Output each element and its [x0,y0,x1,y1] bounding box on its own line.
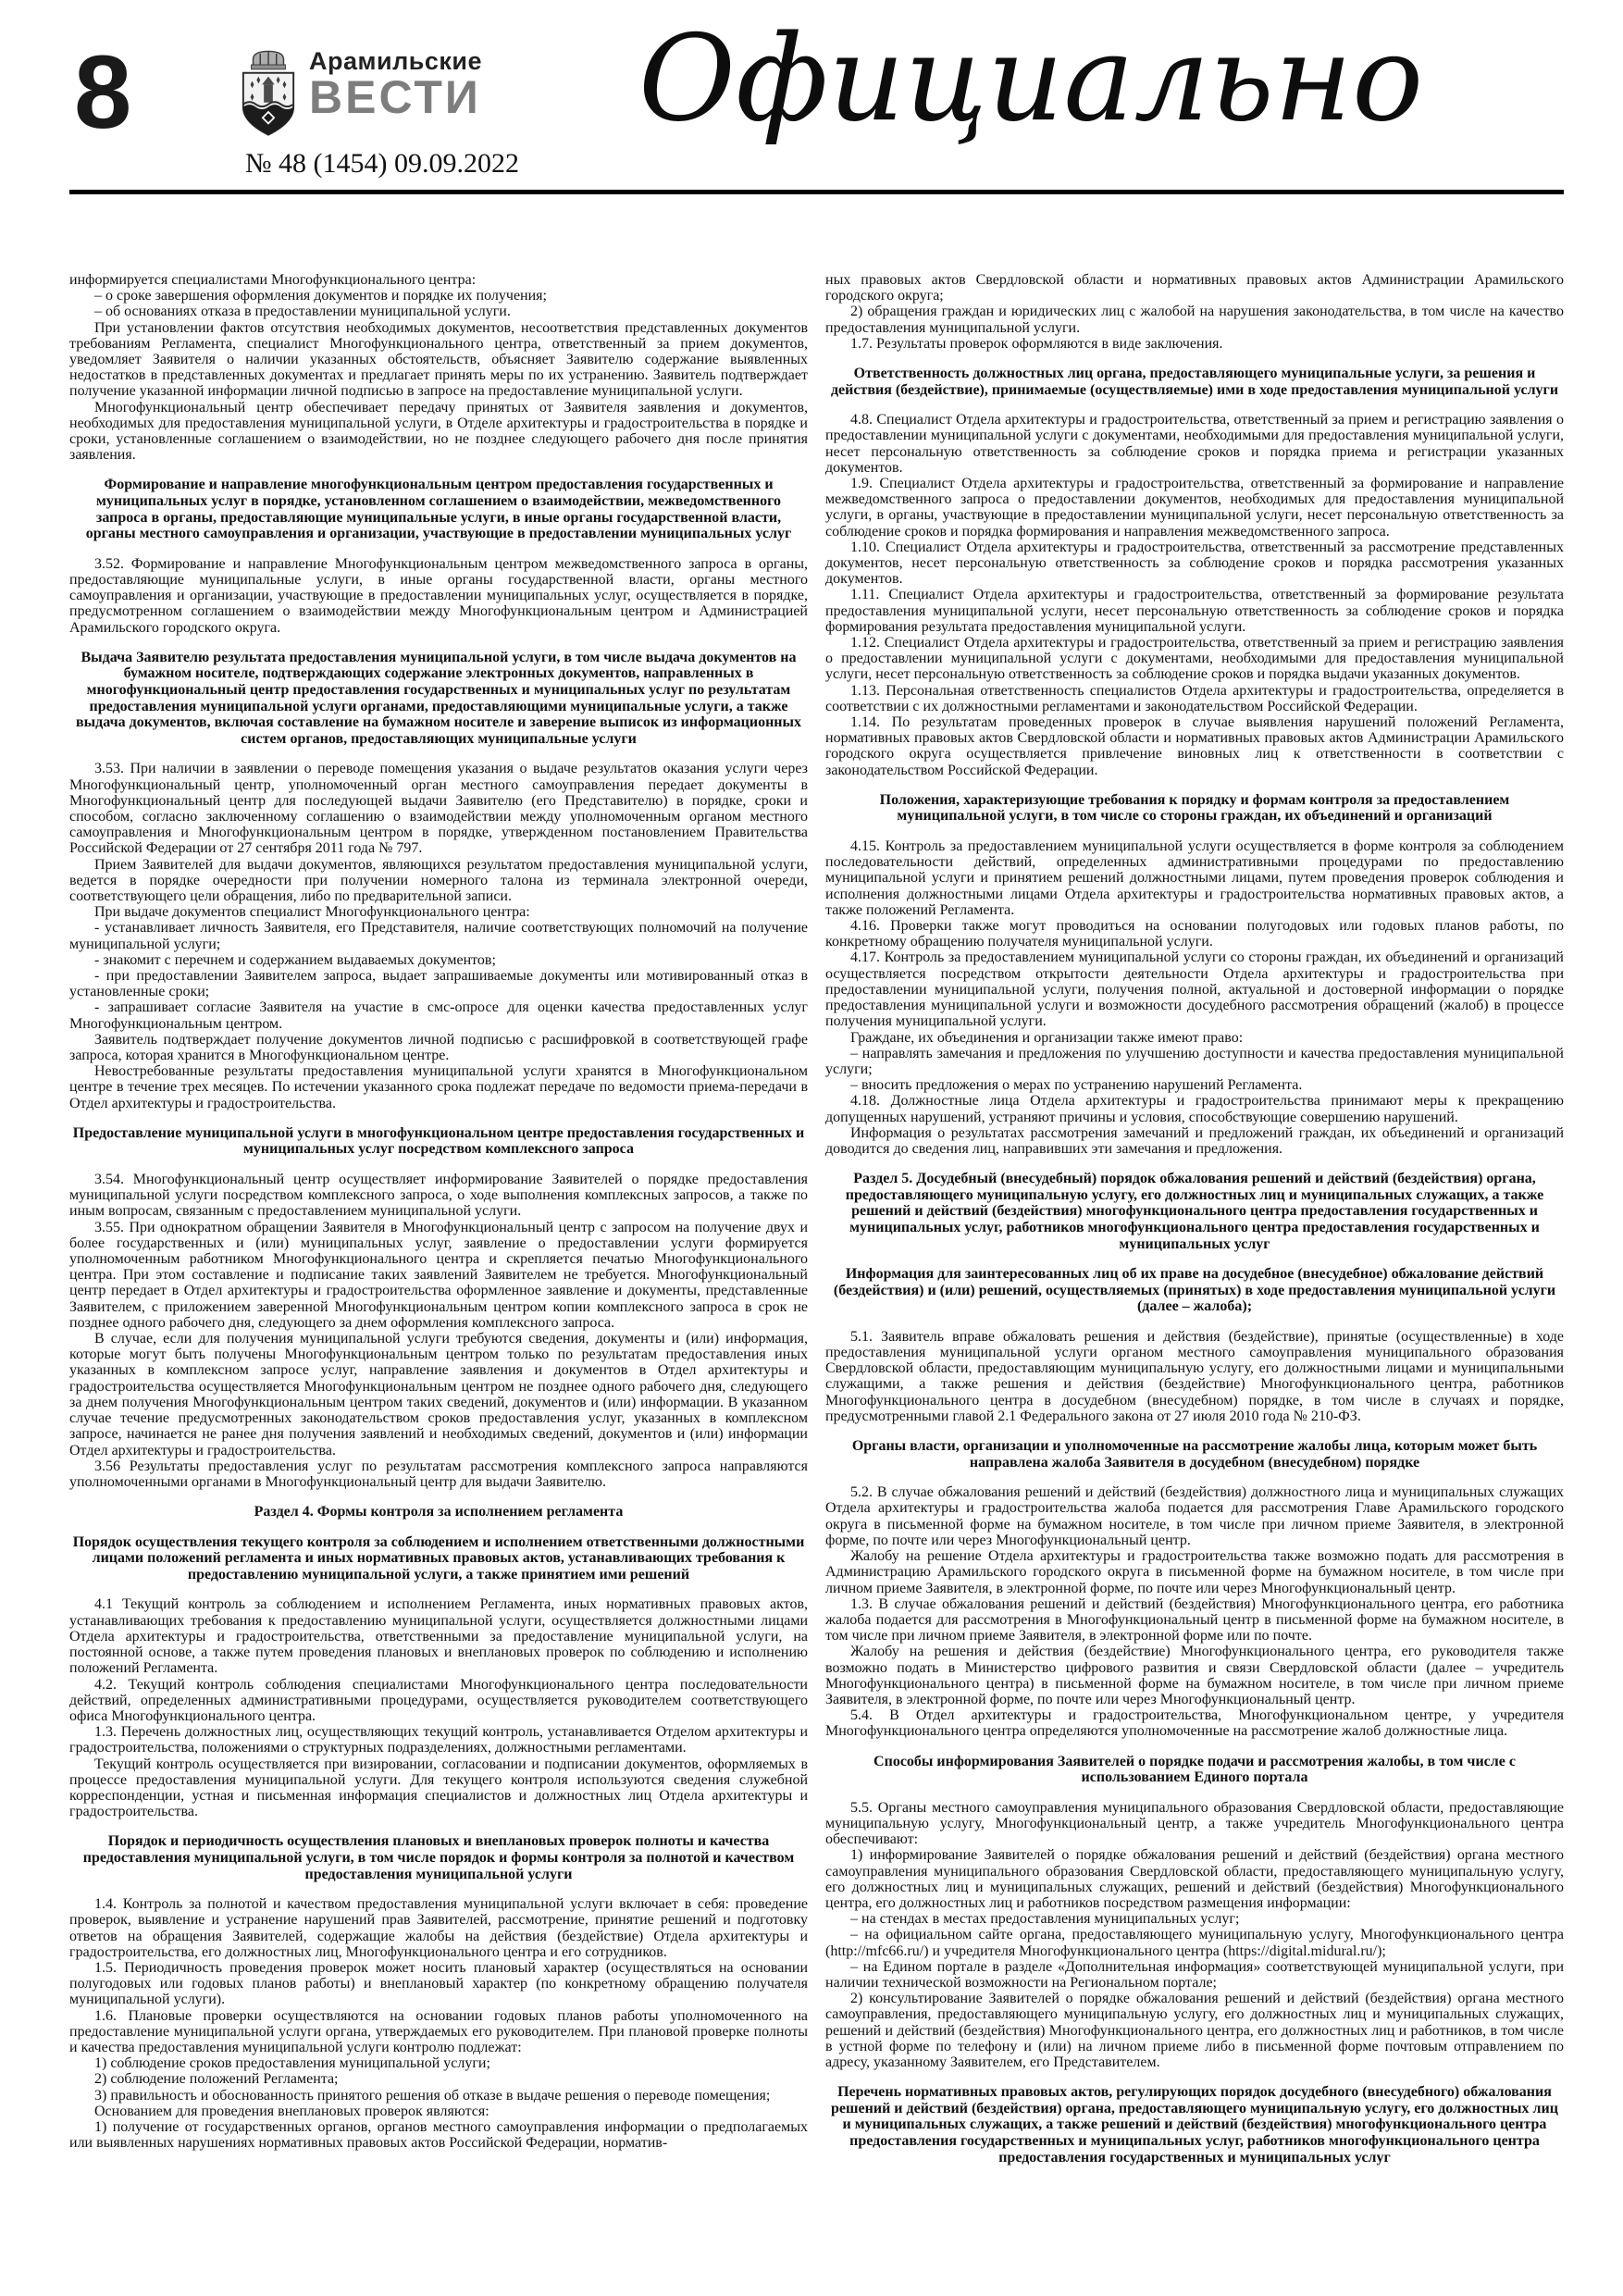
body-paragraph: 1.9. Специалист Отдела архитектуры и градостроительства, ответственный за формирование и направление межведомственного запроса о предоставлении документов, необходимых для предоставления муниципальной услуги, в органы, участвующие в предоставлении муниципальной услуги, несет персональную ответственность за соблюдение сроков и порядка формирования и направления межведомственного запроса. [825,476,1564,540]
body-paragraph: 1.3. В случае обжалования решений и действий (бездействия) Многофункционального центра, его работника жалоба подается для рассмотрения в Многофункциональный центр в письменной форме на бумажном носителе, в том числе при личном приеме Заявителя, в электронной форме или по почте. [825,1595,1564,1644]
newspaper-logo [239,48,526,180]
section-heading: Выдача Заявителю результата предоставления муниципальной услуги, в том числе выдача документов на бумажном носителе, подтверждающих содержание электронных документов, направленных в многофункциональный центр предоставления государственных и муниципальных услуг по результатам предоставления муниципальной услуги органами, предоставляющими муниципальные услуги, а также выдача документов, включая составление на бумажном носителе и заверение выписок из информационных систем органов, предоставляющих муниципальные услуги [76,649,801,747]
section-heading: Порядок и периодичность осуществления плановых и внеплановых проверок полноты и качества предоставления муниципальной услуги, в том числе порядок и формы контроля за полнотой и качеством предоставления муниципальной услуги [82,1833,795,1882]
right-column [825,272,1564,2179]
body-paragraph: - устанавливает личность Заявителя, его Представителя, наличие соответствующих полномочий на получение муниципальной услуги; [69,920,808,952]
body-paragraph: 4.18. Должностные лица Отдела архитектуры и градостроительства принимают меры к прекращению допущенных нарушений, устраняют причины и условия, способствующие совершению нарушений. [825,1093,1564,1125]
body-paragraph: 5.5. Органы местного самоуправления муниципального образования Свердловской области, предоставляющие муниципальную услугу, Многофункциональный центр, а также учредитель Многофункционального центра обеспечивают: [825,1799,1564,1848]
body-paragraph: 1.6. Плановые проверки осуществляются на основании годовых планов работы уполномоченного на предоставление муниципальной услуги органа, утверждаемых его руководителем. При плановой проверке полноты и качества предоставления муниципальной услуги контролю подлежат: [69,2007,808,2055]
issue-number-date: № 48 (1454) 09.09.2022 [244,148,520,179]
body-paragraph: – на стендах в местах предоставления муниципальных услуг; [850,1911,1240,1928]
body-paragraph: – направлять замечания и предложения по улучшению доступности и качества предоставления муниципальной услуги; [825,1045,1564,1077]
body-paragraph: При установлении фактов отсутствия необходимых документов, несоответствия представленных документов требованиям Регламента, специалист Многофункционального центра, ответственный за прием документов, уведомляет Заявителя о наличии указанных обстоятельств, объясняет Заявителю содержание выявленных недостатков в представленных документах и предлагает принять меры по их устранению. Заявитель подтверждает получение указанной информации личной подписью в запросе на предоставление муниципальной услуги. [69,319,808,400]
body-paragraph: 4.17. Контроль за предоставлением муниципальной услуги со стороны граждан, их объединений и организаций осуществляется посредством открытости деятельности Отдела архитектуры и градостроительства при предоставлении муниципальной услуги, получения полной, актуальной и достоверной информации о порядке предоставления муниципальной услуги и возможности досудебного рассмотрения обращений (жалоб) в процессе получения муниципальной услуги. [825,949,1564,1030]
body-paragraph: информируется специалистами Многофункционального центра: [69,272,477,288]
body-paragraph: 3.53. При наличии в заявлении о переводе помещения указания о выдаче результатов оказания услуги через Многофункциональный центр, уполномоченный орган местного самоуправления передает документы в Многофункциональный центр для последующей выдачи Заявителю (его Представителю) в порядке, сроки и способом, согласно заключенному соглашению о взаимодействии между уполномоченным органом местного самоуправления и Многофункциональным центром в порядке, утвержденном постановлением Правительства Российской Федерации от 27 сентября 2011 года № 797. [69,761,808,857]
body-paragraph: 5.4. В Отдел архитектуры и градостроительства, Многофункциональном центре, у учредителя Многофункционального центра определяются уполномоченные на рассмотрение жалоб должностные лица. [825,1707,1564,1740]
body-paragraph: В случае, если для получения муниципальной услуги требуются сведения, документы и (или) информация, которые могут быть получены Многофункциональным центром только по результатам предоставления иных указанных в комплексном запросе услуг, направление заявления и документов в Отдел архитектуры и градостроительства осуществляется Многофункциональным центром не позднее одного рабочего дня, следующего за днем получения Многофункциональным центром таких сведений, документов и (или) информации. В указанном случае течение предусмотренных законодательством сроков предоставления услуг, указанных в комплексном запросе, начинается не ранее дня получения заявлений и необходимых сведений, документов и (или) информации Отдел архитектуры и градостроительства. [69,1331,808,1458]
body-paragraph: Прием Заявителей для выдачи документов, являющихся результатом предоставления муниципальной услуги, ведется в порядке очередности при получении номерного талона из терминала электронной очереди, соответствующего цели обращения, либо по предварительной записи. [69,856,808,905]
body-paragraph: 1.10. Специалист Отдела архитектуры и градостроительства, ответственный за рассмотрение представленных документов, несет персональную ответственность за соблюдение сроков и порядка рассмотрения указанных документов. [825,539,1564,588]
body-paragraph: Многофункциональный центр обеспечивает передачу принятых от Заявителя заявления и документов, необходимых для предоставления муниципальной услуги, в Отделе архитектуры и градостроительства в порядке и сроки, установленные соглашением о взаимодействии, но не позднее следующего рабочего дня после принятия заявления. [69,399,808,464]
section-heading: Предоставление муниципальной услуги в многофункциональном центре предоставления государственных и муниципальных услуг посредством комплексного запроса [72,1124,805,1158]
header-divider [69,190,1564,194]
body-paragraph: - знакомит с перечнем и содержанием выдаваемых документов; [94,951,496,968]
body-paragraph: 2) обращения граждан и юридических лиц с жалобой на нарушения законодательства, в том числе на качество предоставления муниципальной услуги. [825,304,1564,336]
section-heading: Перечень нормативных правовых актов, регулирующих порядок досудебного (внесудебного) обжалования решений и действий (бездействия) органа, предоставляющего муниципальную услугу, его должностных лиц и муниципальных служащих, а также решений и действий (бездействия) многофункционального центра предоставления государственных и муниципальных услуг, работников многофункционального центра предоставления государственных и муниципальных услуг [831,2084,1558,2166]
section-heading: Органы власти, организации и уполномоченные на рассмотрение жалобы лица, которым может быть направлена жалоба Заявителя в досудебном (внесудебном) порядке [851,1438,1538,1471]
body-paragraph: 5.1. Заявитель вправе обжаловать решения и действия (бездействие), принятые (осуществленные) в ходе предоставления муниципальной услуги органом местного самоуправления муниципального образования Свердловской области, предоставляющим муниципальную услугу, его должностными лицами и муниципальными служащими, а также решения и действия (бездействие) Многофункционального центра, работников Многофункционального центра в досудебном (внесудебном) порядке, в том числе в случаях и порядке, предусмотренными главой 2.1 Федерального закона от 27 июля 2010 года № 210-ФЗ. [825,1328,1564,1424]
body-paragraph: – на официальном сайте органа, предоставляющего муниципальную услугу, Многофункционального центра (http://mfc66.ru/) и учредителя Многофункционального центра (https://digital.midural.ru/); [825,1927,1564,1959]
section-heading: Раздел 5. Досудебный (внесудебный) порядок обжалования решений и действий (бездействия) органа, предоставляющего муниципальную услугу, его должностных лиц и муниципальных служащих, а также решений и действий (бездействия) многофункционального центра предоставления государственных и муниципальных услуг, работников многофункционального центра предоставления государственных и муниципальных услуг [845,1171,1544,1252]
body-paragraph: При выдаче документов специалист Многофункционального центра: [94,904,530,921]
masthead-title-top: Арамильские [309,47,482,75]
section-heading: Ответственность должностных лиц органа, предоставляющего муниципальные услуги, за решения и действия (бездействие), принимаемые (осуществляемые) ими в ходе предоставления муниципальной услуги [830,366,1559,398]
body-paragraph: 5.2. В случае обжалования решений и действий (бездействия) должностного лица и муниципальных служащих Отдела архитектуры и градостроительства жалоба подается для рассмотрения Главе Арамильского городского округа в письменной форме на бумажном носителе, в том числе при личном приеме Заявителя, в электронной форме, по почте или через Многофункциональный центр. [825,1484,1564,1548]
body-paragraph: 1.7. Результаты проверок оформляются в виде заключения. [850,335,1223,352]
body-paragraph: 4.15. Контроль за предоставлением муниципальной услуги осуществляется в форме контроля за соблюдением последовательности действий, определенных административными процедурами по предоставлению муниципальной услуги и принятием решений должностными лицами, путем проведения проверок соблюдения и исполнения должностными лицами Отдела архитектуры и градостроительства нормативных правовых актов, а также положений Регламента. [825,838,1564,918]
body-paragraph: Основанием для проведения внеплановых проверок являются: [94,2103,489,2119]
body-paragraph: 2) консультирование Заявителей о порядке обжалования решений и действий (бездействия) органа местного самоуправления, предоставляющего муниципальную услугу, его должностных лиц и муниципальных служащих, решений и действий (бездействия) Многофункционального центра, его должностных лиц и работников, в том числе в устной форме по телефону и (или) на личном приеме либо в письменной форме почтовым отправлением по адресу, указанному Заявителем, его Представителем. [825,1991,1564,2070]
body-paragraph: 1) соблюдение сроков предоставления муниципальной услуги; [94,2055,490,2072]
body-paragraph: 1.12. Специалист Отдела архитектуры и градостроительства, ответственный за прием и регистрацию заявления о предоставлении муниципальной услуги с документами, необходимыми для предоставления муниципальной услуги, несет персональную ответственность за соблюдение сроков и порядка выдачи указанных документов. [825,635,1564,683]
body-paragraph: – вносить предложения о мерах по устранению нарушений Регламента. [850,1077,1303,1094]
body-paragraph: - при предоставлении Заявителем запроса, выдает запрашиваемые документы или мотивированный отказ в установленные сроки; [69,968,808,1000]
body-paragraph: 3.56 Результаты предоставления услуг по результатам рассмотрения комплексного запроса направляются уполномоченными органами в Многофункциональный центр для выдачи Заявителю. [69,1458,808,1490]
masthead [0,0,1623,196]
body-paragraph: 4.2. Текущий контроль соблюдения специалистами Многофункционального центра последовательности действий, определенных административными процедурами, осуществляется руководителем соответствующего офиса Многофункционального центра. [69,1676,808,1724]
body-paragraph: 1) получение от государственных органов, органов местного самоуправления информации о предполагаемых или выявленных нарушениях нормативных правовых актов Российской Федерации, норматив- [69,2118,808,2152]
body-paragraph: Текущий контроль осуществляется при визировании, согласовании и подписании документов, оформляемых в процессе предоставления муниципальной услуги. Для текущего контроля используются сведения служебной корреспонденции, устная и письменная информация специалистов и должностных лиц Отдела архитектуры и градостроительства. [69,1756,808,1820]
body-paragraph: – о сроке завершения оформления документов и порядке их получения; [94,288,547,304]
body-paragraph: Заявитель подтверждает получение документов личной подписью с расшифровкой в соответствующей графе запроса, которая хранится в Многофункциональном центре. [69,1031,808,1064]
section-heading: Раздел 4. Формы контроля за исполнением регламента [254,1504,624,1520]
body-paragraph: – на Едином портале в разделе «Дополнительная информация» соответствующей муниципальной услуги, при наличии технической возможности на Региональном портале; [825,1958,1564,1991]
body-paragraph: 3.52. Формирование и направление Многофункциональным центром межведомственного запроса в органы, предоставляющие муниципальные услуги, в иные органы государственной власти, органы местного самоуправления и организации, участвующие в предоставлении муниципальных услуг, осуществляется в порядке, предусмотренном соглашением о взаимодействии между Многофункциональным центром и Администрацией Арамильского городского округа. [69,555,808,636]
section-heading: Порядок осуществления текущего контроля за соблюдением и исполнением ответственными должностными лицами положений регламента и иных нормативных правовых актов, устанавливающих требования к предоставлению муниципальной услуги, а также принятием ими решений [72,1533,805,1582]
body-paragraph: 4.8. Специалист Отдела архитектуры и градостроительства, ответственный за прием и регистрацию заявления о предоставлении муниципальной услуги с документами, необходимыми для предоставления муниципальной услуги, несет персональную ответственность за соблюдение сроков и порядка приема и регистрации указанных документов. [825,412,1564,476]
body-paragraph: 3.55. При однократном обращении Заявителя в Многофункциональный центр с запросом на получение двух и более государственных и (или) муниципальных услуг, заявление о предоставлении услуги формируется уполномоченным работником Многофункционального центра и скрепляется печатью Многофункционального центра. При этом составление и подписание таких заявлений Заявителем не требуется. Многофункциональный центр передает в Отдел архитектуры и градостроительства оформленное заявление и документы, представленные Заявителем, с приложением заверенной Многофункциональным центром копии комплексного запроса в срок не позднее одного рабочего дня, следующего за днем оформления комплексного запроса. [69,1219,808,1331]
body-paragraph: ных правовых актов Свердловской области и нормативных правовых актов Администрации Арамильского городского округа; [825,272,1564,304]
masthead-title-bottom: ВЕСТИ [309,71,481,124]
section-heading: Формирование и направление многофункциональным центром предоставления государственных и муниципальных услуг в порядке, установленном соглашением о взаимодействии, межведомственного запроса в органы, предоставляющие муниципальные услуги, в иные органы государственной власти, органы местного самоуправления и организации, участвующие в предоставлении муниципальных услуг [85,477,792,542]
body-paragraph: 3) правильность и обоснованность принятого решения об отказе в выдаче решения о переводе помещения; [94,2087,771,2104]
body-paragraph: - запрашивает согласие Заявителя на участие в смс-опросе для оценки качества предоставленных услуг Многофункциональным центром. [69,999,808,1032]
body-paragraph: 1.3. Перечень должностных лиц, осуществляющих текущий контроль, устанавливается Отделом архитектуры и градостроительства, положениями о структурных подразделениях, должностными регламентами. [69,1724,808,1756]
body-paragraph: 1.4. Контроль за полнотой и качеством предоставления муниципальной услуги включает в себя: проведение проверок, выявление и устранение нарушений прав Заявителей, рассмотрение, принятие решений и подготовку ответов на обращения Заявителей, содержащие жалобы на действия (бездействие) Отдела архитектуры и градостроительства, его должностных лиц, Многофункционального центра и его сотрудников. [69,1896,808,1960]
article-body [69,272,1564,2179]
body-paragraph: Граждане, их объединения и организации также имеют право: [850,1029,1244,1046]
body-paragraph: Информация о результатах рассмотрения замечаний и предложений граждан, их объединений и организаций доводится до сведения лиц, направивших эти замечания и предложения. [825,1124,1564,1157]
section-heading: Способы информирования Заявителей о порядке подачи и рассмотрения жалобы, в том числе с использованием Единого портала [873,1753,1516,1786]
section-title: Официально [638,10,1424,148]
body-paragraph: – об основаниях отказа в предоставлении муниципальной услуги. [94,304,511,320]
page-number: 8 [74,34,132,150]
left-column [69,272,808,2179]
section-heading: Положения, характеризующие требования к порядку и формам контроля за предоставлением муниципальной услуги, в том числе со стороны граждан, их объединений и организаций [879,791,1510,825]
body-paragraph: 1.14. По результатам проведенных проверок в случае выявления нарушений положений Регламента, нормативных правовых актов Свердловской области и нормативных правовых актов Администрации Арамильского городского округа осуществляется привлечение виновных лиц к ответственности в соответствии с законодательством Российской Федерации. [825,714,1564,778]
body-paragraph: 1.11. Специалист Отдела архитектуры и градостроительства, ответственный за формирование результата предоставления муниципальной услуги, несет персональную ответственность за соблюдение сроков и порядка формирования результата предоставления муниципальной услуги. [825,587,1564,635]
body-paragraph: Жалобу на решение Отдела архитектуры и градостроительства также возможно подать для рассмотрения в Администрацию Арамильского городского округа в письменной форме на бумажном носителе, в том числе при личном приеме Заявителя, в электронной форме, по почте или через Многофункциональный центр. [825,1548,1564,1596]
body-paragraph: 4.1 Текущий контроль за соблюдением и исполнением Регламента, иных нормативных правовых актов, устанавливающих требования к предоставлению муниципальной услуги, осуществляется должностными лицами Отдела архитектуры и градостроительства, ответственными за предоставление муниципальной услуги, на постоянной основе, а также путем проведения плановых и внеплановых проверок по соблюдению и исполнению положений Регламента. [69,1596,808,1677]
body-paragraph: 4.16. Проверки также могут проводиться на основании полугодовых или годовых планов работы, по конкретному обращению получателя муниципальной услуги. [825,918,1564,950]
coat-of-arms-icon [239,48,298,141]
body-paragraph: 2) соблюдение положений Регламента; [94,2071,339,2088]
body-paragraph: 1.13. Персональная ответственность специалистов Отдела архитектуры и градостроительства, определяется в соответствии с их должностными регламентами и законодательством Российской Федерации. [825,682,1564,714]
body-paragraph: Жалобу на решения и действия (бездействие) Многофункционального центра, его руководителя также возможно подать в Министерство цифрового развития и связи Свердловской области (далее – учредитель Многофункционального центра) в письменной форме на бумажном носителе, в том числе при личном приеме Заявителя, в электронной форме, по почте или через Многофункциональный центр. [825,1644,1564,1707]
body-paragraph: 3.54. Многофункциональный центр осуществляет информирование Заявителей о порядке предоставления муниципальной услуги посредством комплексного запроса, о ходе выполнения комплексных запросов, а также по иным вопросам, связанным с предоставлением муниципальной услуги. [69,1172,808,1220]
body-paragraph: Невостребованные результаты предоставления муниципальной услуги хранятся в Многофункциональном центре в течение трех месяцев. По истечении указанного срока подлежат передаче по ведомости приема-передачи в Отдел архитектуры и градостроительства. [69,1063,808,1111]
section-heading: Информация для заинтересованных лиц об их праве на досудебное (внесудебное) обжалование действий (бездействия) и (или) решений, осуществляемых (принятых) в ходе предоставления муниципальной услуги (далее – жалоба); [833,1266,1556,1315]
body-paragraph: 1.5. Периодичность проведения проверок может носить плановый характер (осуществляться на основании полугодовых или годовых планов работы) и внеплановый характер (по конкретному обращению получателя муниципальной услуги). [69,1959,808,2008]
body-paragraph: 1) информирование Заявителей о порядке обжалования решений и действий (бездействия) органа местного самоуправления муниципального образования Свердловской области, предоставляющего муниципальную услугу, его должностных лиц и муниципальных служащих, решений и действий (бездействия) Многофункционального центра, его должностных лиц и работников посредством размещения информации: [825,1847,1564,1911]
